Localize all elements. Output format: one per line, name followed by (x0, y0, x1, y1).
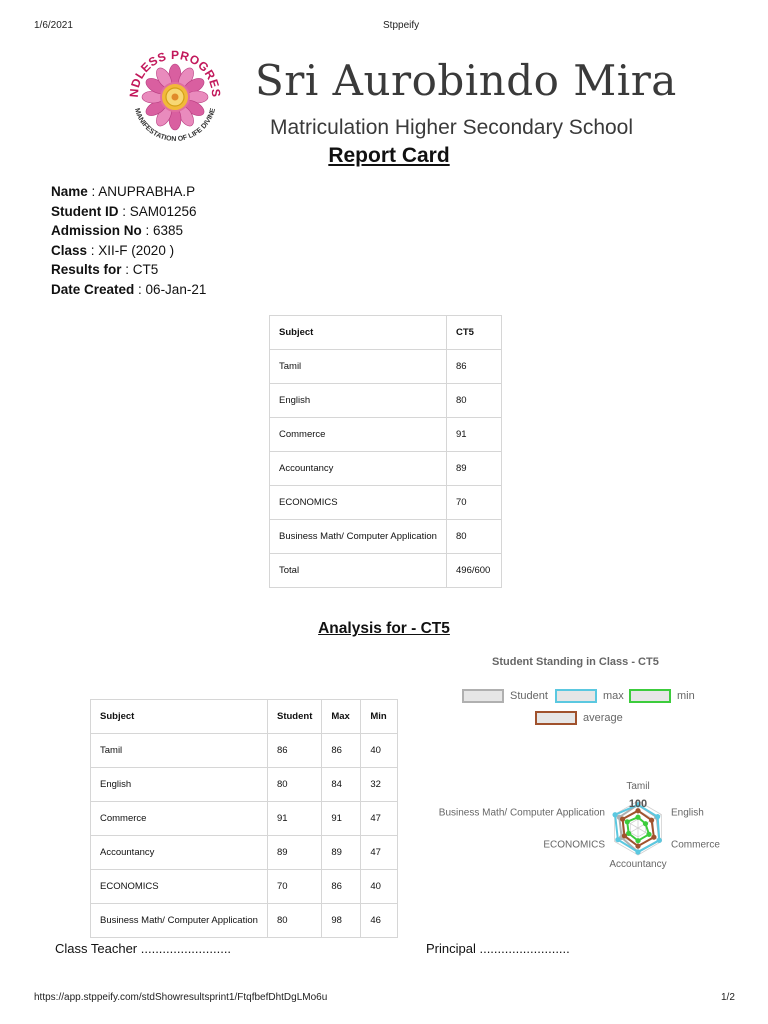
legend-swatch (555, 689, 597, 703)
table-header-row (91, 700, 398, 734)
principal-signature: Principal ......................... (426, 941, 570, 956)
cell-min: 40 (361, 870, 398, 904)
legend-item-average[interactable]: average (535, 711, 623, 725)
radar-point (646, 832, 651, 837)
radar-point (635, 815, 640, 820)
analysis-title: Analysis for - CT5 (318, 620, 450, 637)
cell-min: 47 (361, 802, 398, 836)
class-teacher-signature: Class Teacher ......................... (55, 941, 232, 956)
cell-subject: English (91, 768, 268, 802)
radar-point (620, 816, 625, 821)
cell-max: 86 (322, 734, 361, 768)
info-class: Class : XII-F (2020 ) (51, 242, 175, 258)
cell-subject: Tamil (270, 350, 447, 384)
cell-max: 98 (322, 904, 361, 938)
cell-score: 89 (447, 452, 502, 486)
info-date-created: Date Created : 06-Jan-21 (51, 281, 207, 297)
cell-subject: ECONOMICS (270, 486, 447, 520)
cell-score: 70 (447, 486, 502, 520)
total-row (270, 554, 502, 588)
cell-subject: Accountancy (270, 452, 447, 486)
table-row (270, 520, 502, 554)
cell-total-label: Total (270, 554, 447, 588)
legend-swatch (462, 689, 504, 703)
cell-subject: Tamil (91, 734, 268, 768)
cell-student: 86 (268, 734, 322, 768)
table-row (270, 350, 502, 384)
cell-student: 80 (268, 904, 322, 938)
table-header-row (270, 316, 502, 350)
cell-min: 32 (361, 768, 398, 802)
radar-axis-label: Tamil (626, 781, 650, 792)
cell-max: 89 (322, 836, 361, 870)
analysis-table (90, 699, 398, 938)
legend-item-max[interactable]: max (555, 689, 624, 703)
cell-score: 91 (447, 418, 502, 452)
report-card-title: Report Card (328, 144, 450, 167)
info-results-for: Results for : CT5 (51, 262, 159, 278)
cell-student: 89 (268, 836, 322, 870)
school-logo (120, 42, 230, 150)
header-cell: Subject (91, 700, 268, 734)
table-row (91, 802, 398, 836)
header-cell: Subject (270, 316, 447, 350)
table-row (270, 418, 502, 452)
radar-point (635, 838, 640, 843)
radar-point (657, 838, 662, 843)
radar-axis-label: ECONOMICS (543, 839, 605, 851)
school-subtitle: Matriculation Higher Secondary School (270, 116, 634, 139)
radar-point (625, 819, 630, 824)
radar-point (622, 833, 627, 838)
cell-min: 47 (361, 836, 398, 870)
table-row (270, 384, 502, 418)
table-row (91, 904, 398, 938)
cell-max: 91 (322, 802, 361, 836)
cell-total-value: 496/600 (447, 554, 502, 588)
cell-subject: Business Math/ Computer Application (91, 904, 268, 938)
radar-point (655, 814, 660, 819)
table-row (91, 734, 398, 768)
table-row (270, 452, 502, 486)
cell-subject: Accountancy (91, 836, 268, 870)
radar-point (612, 812, 617, 817)
radar-point (635, 849, 640, 854)
print-title: Stppeify (383, 20, 420, 31)
cell-min: 40 (361, 734, 398, 768)
svg-text:MANIFESTATION OF LIFE DIVINE: MANIFESTATION OF LIFE DIVINE (132, 107, 218, 144)
legend-item-student[interactable]: Student (462, 689, 548, 703)
table-row (91, 768, 398, 802)
cell-student: 91 (268, 802, 322, 836)
print-date: 1/6/2021 (34, 20, 73, 31)
page-number: 1/2 (721, 992, 735, 1003)
header-cell: CT5 (447, 316, 502, 350)
radar-scale-label: 100 (628, 798, 648, 810)
chart-title: Student Standing in Class - CT5 (492, 656, 659, 668)
header-cell: Max (322, 700, 361, 734)
cell-subject: ECONOMICS (91, 870, 268, 904)
cell-subject: Commerce (270, 418, 447, 452)
info-name: Name : ANUPRABHA.P (51, 184, 196, 199)
radar-axis-label: Business Math/ Computer Application (438, 807, 605, 819)
legend-swatch (629, 689, 671, 703)
cell-score: 86 (447, 350, 502, 384)
radar-point (635, 843, 640, 848)
page-url: https://app.stppeify.com/stdShowresultsprint1/FtqfbefDhtDgLMo6u (34, 992, 328, 1003)
table-row (91, 870, 398, 904)
radar-point (643, 821, 648, 826)
cell-student: 70 (268, 870, 322, 904)
cell-subject: Business Math/ Computer Application (270, 520, 447, 554)
info-student-id: Student ID : SAM01256 (51, 203, 197, 219)
table-row (91, 836, 398, 870)
radar-point (651, 835, 656, 840)
cell-max: 86 (322, 870, 361, 904)
radar-axis-label: Commerce (671, 839, 720, 851)
radar-point (615, 837, 620, 842)
header-cell: Student (268, 700, 322, 734)
cell-subject: Commerce (91, 802, 268, 836)
legend-swatch (535, 711, 577, 725)
cell-student: 80 (268, 768, 322, 802)
cell-max: 84 (322, 768, 361, 802)
radar-point (649, 818, 654, 823)
cell-score: 80 (447, 520, 502, 554)
radar-axis-label: Accountancy (609, 859, 667, 870)
cell-score: 80 (447, 384, 502, 418)
legend-item-min[interactable]: min (629, 689, 695, 703)
cell-subject: English (270, 384, 447, 418)
cell-min: 46 (361, 904, 398, 938)
marks-table (269, 315, 502, 588)
radar-chart (430, 770, 760, 900)
svg-text:ENDLESS PROGRESS: NDLESS PROGRES (126, 47, 224, 98)
info-admission-no: Admission No : 6385 (51, 223, 184, 239)
school-name: Sri Aurobindo Mira (255, 56, 677, 105)
header-cell: Min (361, 700, 398, 734)
radar-axis-label: English (671, 807, 704, 819)
table-row (270, 486, 502, 520)
student-info (51, 182, 206, 300)
